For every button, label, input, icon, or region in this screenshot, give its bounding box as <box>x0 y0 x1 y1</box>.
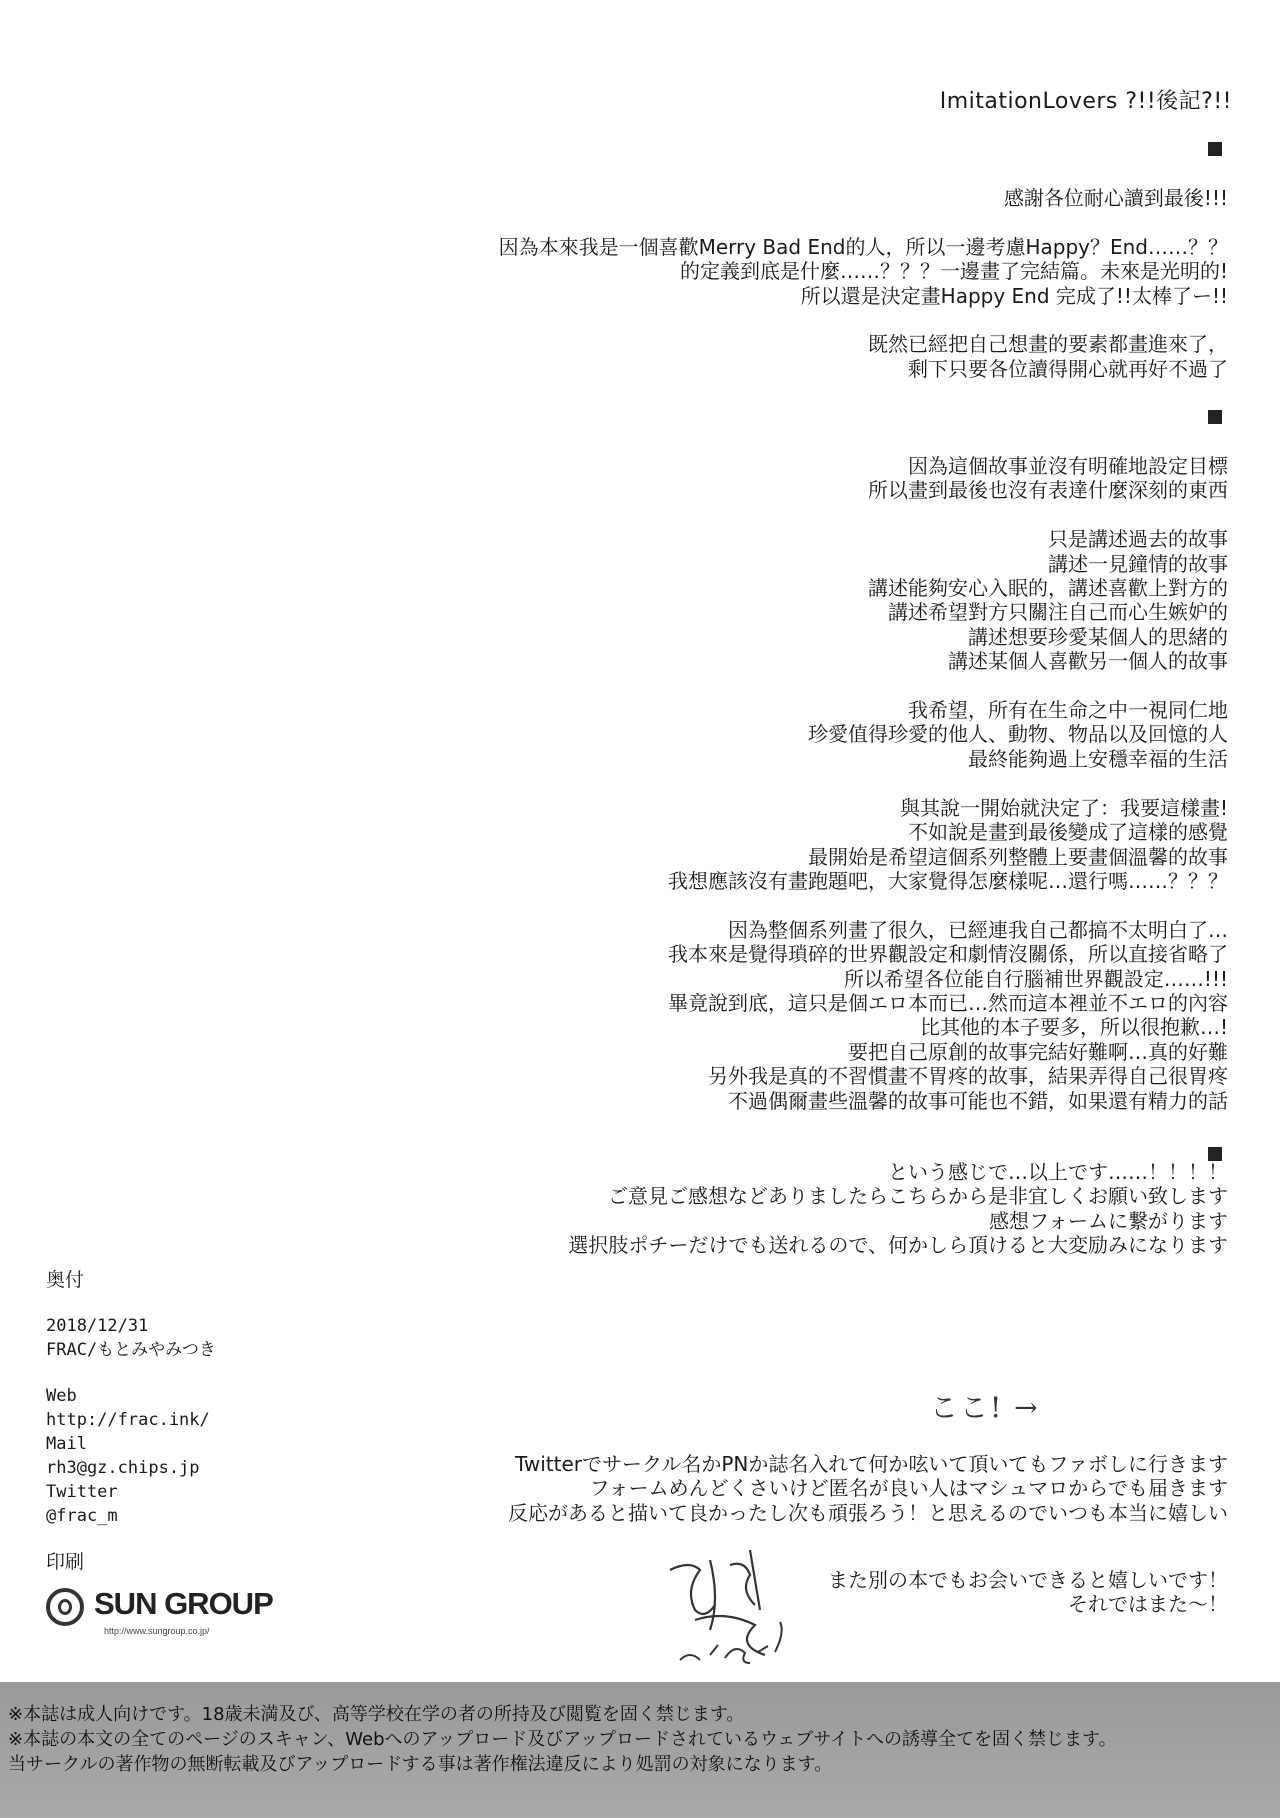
colophon <box>46 1268 216 1574</box>
printer-name: SUN GROUP <box>94 1586 273 1621</box>
text-line: 所以希望各位能自行腦補世界觀設定……!!! <box>843 966 1228 991</box>
text-line: Twitterでサークル名かPNか誌名入れて何か呟いて頂いてもファボしに行きます <box>514 1452 1228 1476</box>
afterword-section-1 <box>499 186 1228 381</box>
text-line: 我本來是覺得瑣碎的世界觀設定和劇情沒關係，所以直接省略了 <box>668 942 1228 967</box>
legal-notice <box>8 1702 1117 1777</box>
afterword-section-5 <box>828 1568 1228 1617</box>
publish-date: 2018/12/31 <box>46 1316 149 1336</box>
afterword-section-2 <box>668 454 1228 1113</box>
text-line: 所以畫到最後也沒有表達什麼深刻的東西 <box>868 478 1228 503</box>
web-url: http://frac.ink/ <box>46 1410 210 1430</box>
text-line: 因為整個系列畫了很久，已經連我自己都搞不太明白了… <box>728 917 1228 942</box>
handwritten-signature <box>640 1540 820 1680</box>
afterword-title: ImitationLovers ?!!後記?!! <box>939 89 1232 114</box>
text-line: それではまた～！ <box>1068 1592 1228 1617</box>
text-line: 只是講述過去的故事 <box>1048 527 1228 552</box>
text-line: 珍愛值得珍愛的他人、動物、物品以及回憶的人 <box>808 722 1228 747</box>
web-label: Web <box>46 1386 77 1406</box>
text-line: 既然已經把自己想畫的要素都畫進來了， <box>868 332 1228 357</box>
afterword-section-4 <box>508 1452 1228 1525</box>
mail-address: rh3@gz.chips.jp <box>46 1458 200 1478</box>
text-line: 選択肢ポチーだけでも送れるので、何かしら頂けると大変励みになります <box>568 1233 1228 1258</box>
text-line <box>499 210 1228 234</box>
text-line: 不如說是畫到最後變成了這樣的感覺 <box>908 820 1228 845</box>
print-label: 印刷 <box>46 1551 85 1573</box>
circle-name: FRAC/もとみやみつき <box>46 1340 216 1360</box>
text-line: 最開始是希望這個系列整體上要畫個溫馨的故事 <box>808 844 1228 869</box>
text-line: 畢竟說到底，這只是個エロ本而已…然而這本裡並不エロ的內容 <box>668 990 1228 1015</box>
text-line: 我想應該沒有畫跑題吧，大家覺得怎麼樣呢…還行嗎……？？？ <box>668 868 1228 893</box>
text-line: 感謝各位耐心讀到最後!!! <box>1003 186 1228 210</box>
text-line: 剩下只要各位讀得開心就再好不過了 <box>908 356 1228 381</box>
mail-label: Mail <box>46 1434 87 1454</box>
text-line: 所以還是決定畫Happy End 完成了!!太棒了ー!! <box>800 283 1228 308</box>
text-line: 因為這個故事並沒有明確地設定目標 <box>908 454 1228 478</box>
text-line <box>668 674 1228 698</box>
text-line: 感想フォームに繋がります <box>989 1208 1228 1233</box>
text-line: 講述希望對方只關注自己而心生嫉妒的 <box>888 600 1228 625</box>
text-line <box>668 771 1228 795</box>
text-line: 最終能夠過上安穩幸福的生活 <box>968 746 1228 771</box>
printer-url: http://www.sungroup.co.jp/ <box>104 1626 210 1636</box>
text-line: 我希望，所有在生命之中一視同仁地 <box>908 698 1228 723</box>
text-line: 講述一見鐘情的故事 <box>1048 551 1228 576</box>
text-line: 的定義到底是什麼……？？？一邊畫了完結篇。未來是光明的! <box>679 259 1228 284</box>
text-line <box>668 503 1228 527</box>
text-line: フォームめんどくさいけど匿名が良い人はマシュマロからでも届きます <box>589 1476 1228 1501</box>
text-line: ※本誌の本文の全てのページのスキャン、Webへのアップロード及びアップロードされているウェブサイトへの誘導全てを固く禁じます。 <box>8 1729 1117 1750</box>
sun-group-logo <box>46 1586 286 1646</box>
text-line: 另外我是真的不習慣畫不胃疼的故事，結果弄得自己很胃疼 <box>708 1064 1228 1089</box>
text-line: 講述想要珍愛某個人的思緒的 <box>968 624 1228 649</box>
section-marker <box>1208 142 1222 156</box>
text-line: ※本誌は成人向けです。18歳未満及び、高等学校在学の者の所持及び閲覧を固く禁じます。 <box>8 1704 745 1725</box>
afterword-section-3 <box>568 1160 1228 1258</box>
text-line: 不過偶爾畫些溫馨的故事可能也不錯，如果還有精力的話 <box>728 1088 1228 1113</box>
legal-footer <box>0 1682 1280 1818</box>
sun-group-logo-icon <box>46 1588 84 1626</box>
text-line: 與其說一開始就決定了：我要這樣畫! <box>899 795 1228 820</box>
text-line: 要把自己原創的故事完結好難啊…真的好難 <box>848 1039 1228 1064</box>
text-line: という感じで…以上です……！！！！ <box>888 1160 1228 1184</box>
text-line <box>668 893 1228 917</box>
text-line: ご意見ご感想などありましたらこちらから是非宜しくお願い致します <box>608 1184 1228 1209</box>
text-line: 講述某個人喜歡另一個人的故事 <box>948 649 1228 674</box>
text-line <box>499 308 1228 332</box>
text-line: 講述能夠安心入眠的，講述喜歡上對方的 <box>868 576 1228 601</box>
section-marker <box>1208 410 1222 424</box>
text-line: 因為本來我是一個喜歡Merry Bad End的人，所以一邊考慮Happy？End……？？ <box>498 234 1228 259</box>
text-line: 当サークルの著作物の無断転載及びアップロードする事は著作権法違反により処罰の対象になります。 <box>8 1754 833 1775</box>
handwritten-note: ここ! → <box>930 1391 1040 1424</box>
text-line: また別の本でもお会いできると嬉しいです！ <box>828 1568 1228 1592</box>
twitter-label: Twitter <box>46 1482 118 1502</box>
section-marker <box>1208 1147 1222 1161</box>
colophon-heading: 奥付 <box>46 1269 85 1291</box>
twitter-handle: @frac_m <box>46 1506 118 1526</box>
text-line: 比其他的本子要多，所以很抱歉…! <box>919 1015 1228 1040</box>
text-line: 反応があると描いて良かったし次も頑張ろう！と思えるのでいつも本当に嬉しい <box>508 1500 1228 1525</box>
